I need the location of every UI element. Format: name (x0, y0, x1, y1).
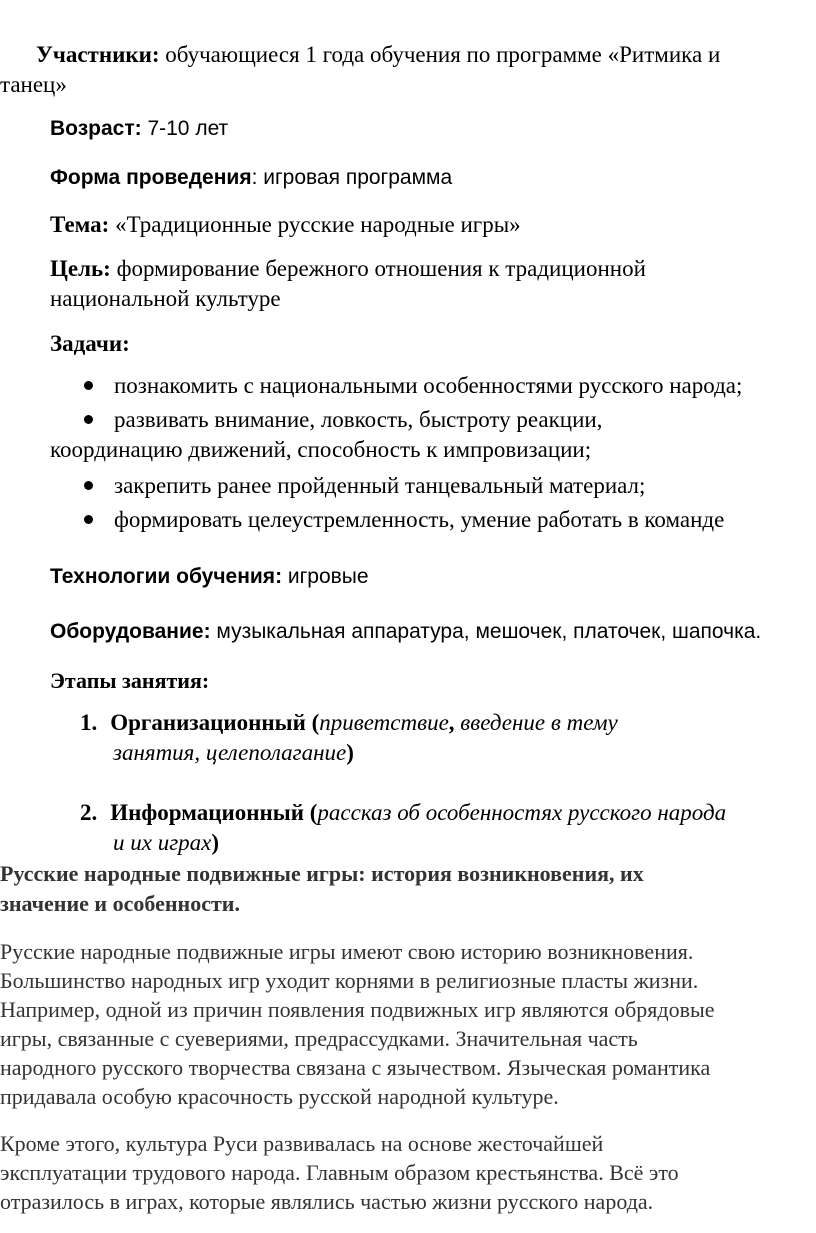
form-line (50, 166, 452, 190)
stage-2-num: 2. (80, 800, 98, 825)
stages-heading (50, 668, 209, 694)
goal-label: Цель: (50, 256, 111, 281)
stage-1-num: 1. (80, 710, 98, 735)
stage-item-1 (80, 710, 618, 736)
equipment-label: Оборудование: (50, 620, 211, 643)
age-value: 7-10 лет (141, 117, 229, 140)
bullet-icon (84, 481, 93, 490)
stage-item-2 (80, 800, 726, 826)
participants-line-2: танец» (0, 72, 67, 97)
stage-1-close: ) (346, 740, 354, 765)
stage-2-title: Информационный (110, 800, 304, 825)
article-heading-2 (0, 891, 240, 917)
article-heading-text-1: Русские народные подвижные игры: история возникновения, их (0, 861, 644, 886)
participants-text: обучающиеся 1 года обучения по программе «Ритмика и (159, 42, 721, 67)
stage-1-open: ( (305, 710, 320, 735)
stage-item-1-cont (113, 740, 354, 766)
stage-1-title: Организационный (110, 710, 306, 735)
para1-line-5: народного русского творчества связана с язычеством. Языческая романтика (0, 1055, 711, 1080)
task-item-1: познакомить с национальными особенностями русского народа; (114, 373, 743, 398)
para1-line-2: Большинство народных игр уходит корнями в религиозные пласты жизни. (0, 968, 699, 993)
goal-line-2: национальной культуре (50, 286, 281, 311)
equipment-value: музыкальная аппаратура, мешочек, платочек, шапочка. (210, 620, 762, 643)
age-line (50, 117, 228, 141)
task-item-4: формировать целеустремленность, умение работать в команде (114, 507, 725, 532)
bullet-icon (84, 515, 93, 524)
equipment-line (50, 620, 761, 644)
tasks-heading (50, 331, 130, 357)
stage-2-note-a: рассказ об особенностях русского народа (317, 800, 727, 825)
para1-line-3: Например, одной из причин появления подвижных игр являются обрядовые (0, 997, 715, 1022)
topic-label: Тема: (50, 212, 110, 237)
bullet-icon (84, 415, 93, 424)
participants-label: Участники: (36, 42, 160, 67)
para1-line-6: придавала особую красочность русской народной культуре. (0, 1084, 559, 1109)
stage-1-comma: , (448, 710, 455, 735)
stage-1-note-b: введение в тему (454, 710, 618, 735)
age-label: Возраст: (50, 117, 142, 140)
form-label: Форма проведения (50, 166, 252, 189)
goal-line-1 (50, 256, 646, 282)
goal-text: формирование бережного отношения к традиционной (110, 256, 646, 281)
task-item-3: закрепить ранее пройденный танцевальный материал; (114, 473, 646, 498)
para1-line-1: Русские народные подвижные игры имеют свою историю возникновения. (0, 939, 694, 964)
form-value: : игровая программа (251, 166, 453, 189)
para1-line-4: игры, связанные с суевериями, предрассудками. Значительная часть (0, 1026, 638, 1051)
stage-2-open: ( (303, 800, 318, 825)
para2-line-3: отразилось в играх, которые являлись частью жизни русского народа. (0, 1189, 654, 1214)
stage-1-note-a: приветствие (319, 710, 449, 735)
article-heading-1 (0, 861, 644, 887)
technology-value: игровые (282, 565, 369, 588)
article-heading-text-2: значение и особенности. (0, 891, 240, 916)
participants-line-1 (36, 42, 720, 68)
stage-1-note-c: занятия, целеполагание (113, 740, 347, 765)
topic-value: «Традиционные русские народные игры» (109, 212, 521, 237)
bullet-icon (84, 381, 93, 390)
para2-line-2: эксплуатации трудового народа. Главным образом крестьянства. Всё это (0, 1160, 679, 1185)
stage-item-2-cont (113, 830, 219, 856)
task-item-2: развивать внимание, ловкость, быстроту реакции, (114, 407, 603, 432)
topic-line (50, 212, 521, 238)
technology-line (50, 565, 369, 589)
tasks-label: Задачи: (50, 331, 130, 356)
stage-2-note-b: и их играх (113, 830, 212, 855)
para2-line-1: Кроме этого, культура Руси развивалась на основе жесточайшей (0, 1131, 604, 1156)
stage-2-close: ) (211, 830, 220, 855)
technology-label: Технологии обучения: (50, 565, 283, 588)
stages-label: Этапы занятия: (50, 668, 210, 693)
task-item-2-cont: координацию движений, способность к импровизации; (50, 437, 592, 462)
